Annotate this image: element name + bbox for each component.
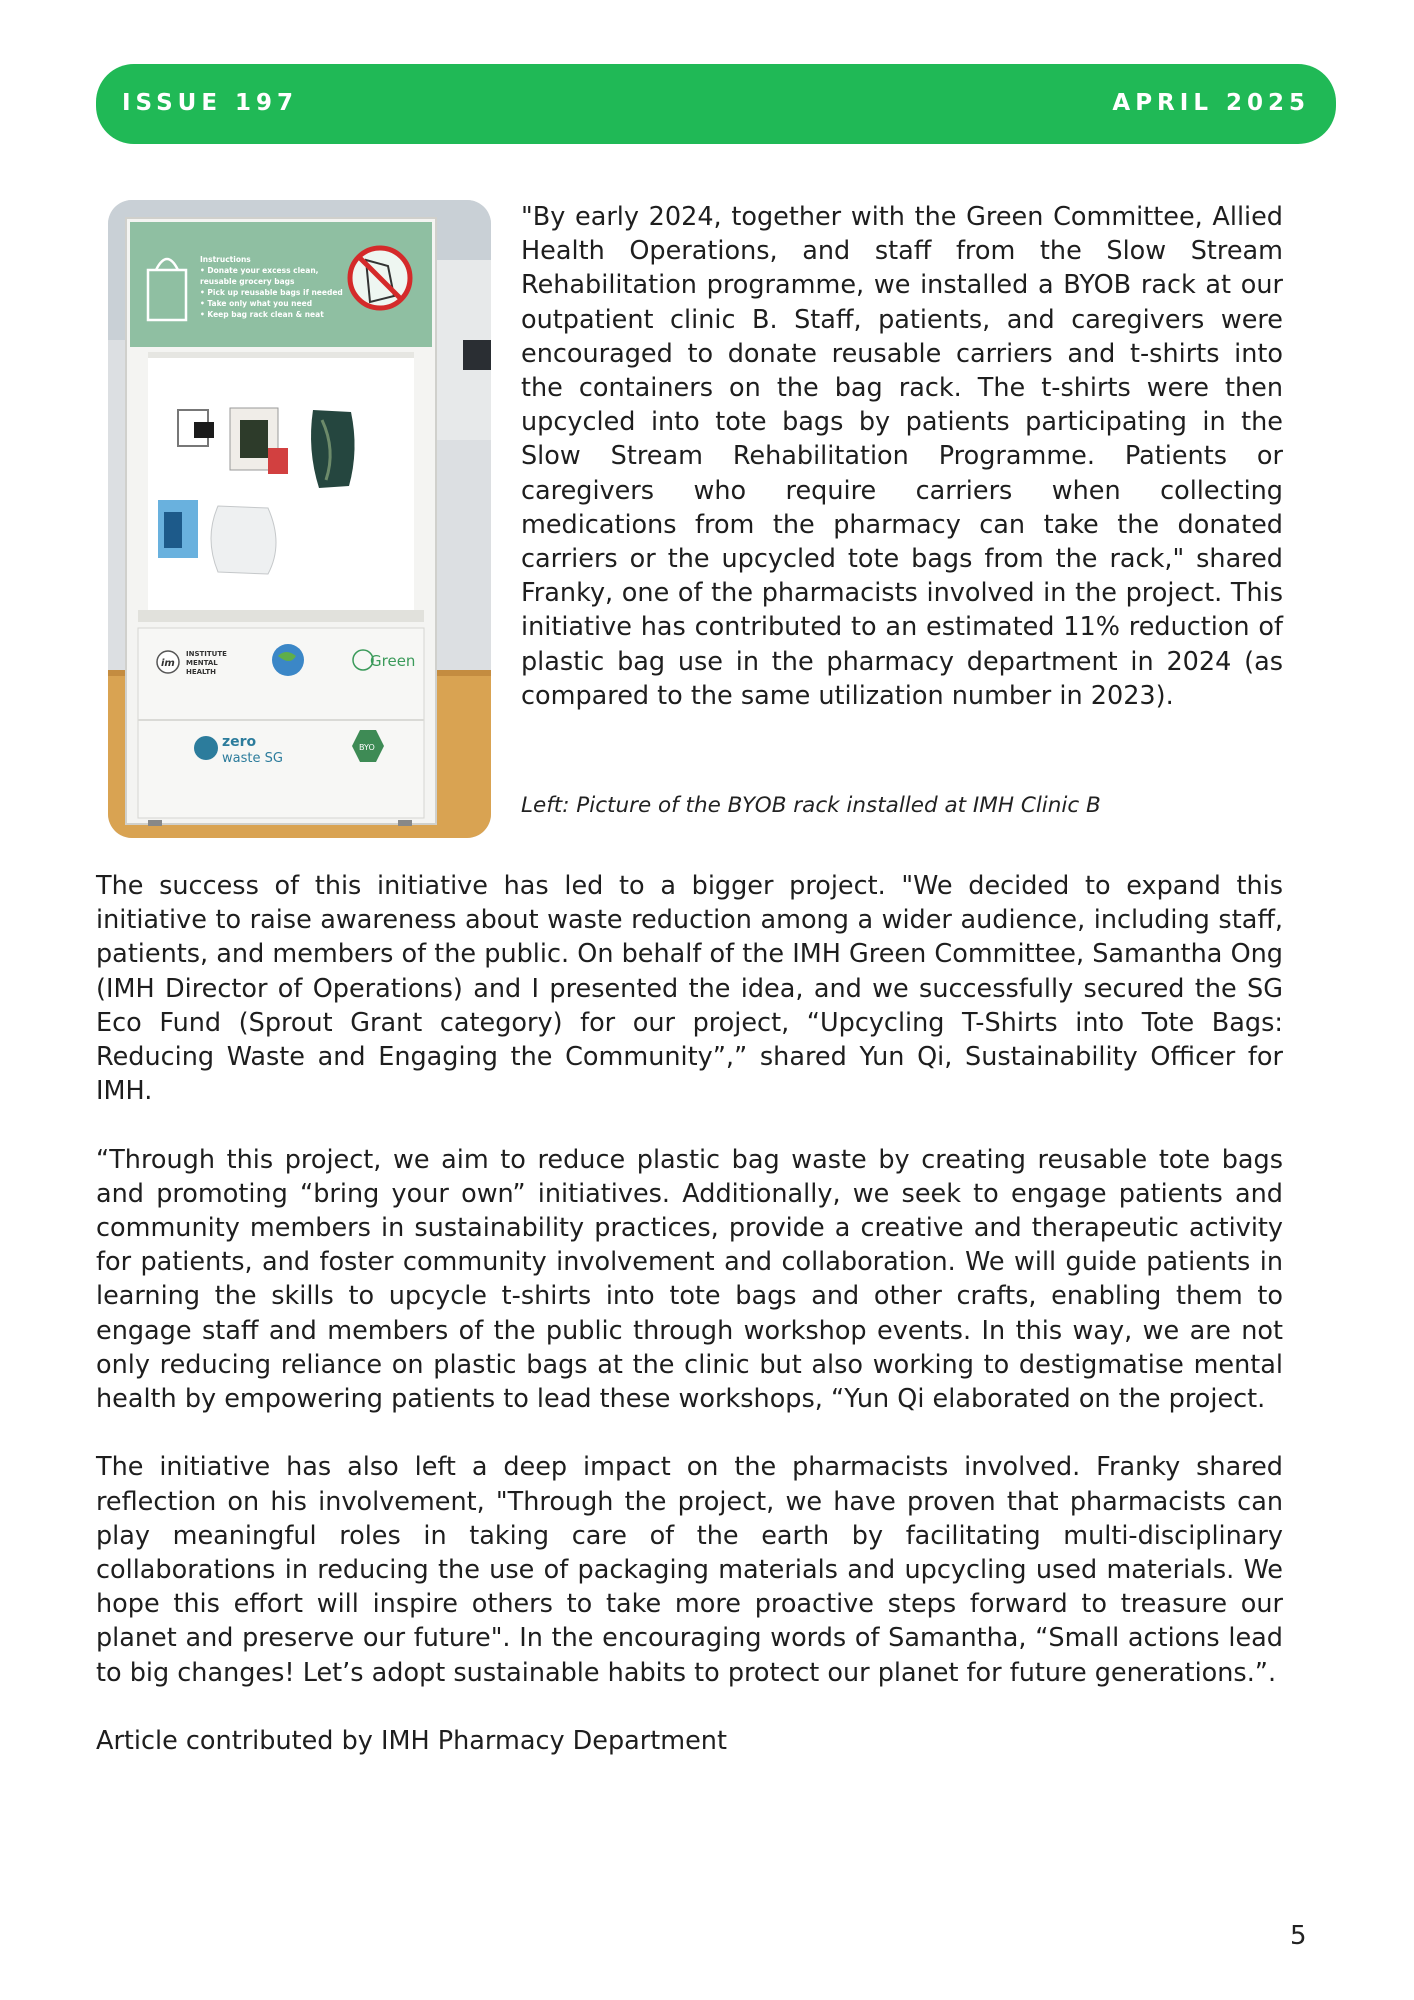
issue-header-bar bbox=[96, 64, 1336, 144]
article-contributor: Article contributed by IMH Pharmacy Department bbox=[96, 1726, 727, 1757]
body-paragraph: The success of this initiative has led to a bigger project. "We decided to expand this initiative to raise awareness about waste reduction among a wider audience, including staff, patients, and members of the public. On behalf of the IMH Green Committee, Samantha Ong (IMH Director of Operations) and I presented the idea, and we successfully secured the SG Eco Fund (Sprout Grant category) for our project, “Upcycling T-Shirts into Tote Bags: Reducing Waste and Engaging the Community”,” shared Yun Qi, Sustainability Officer for IMH. bbox=[96, 871, 1283, 1107]
body-paragraph: The initiative has also left a deep impact on the pharmacists involved. Franky shared reflection on his involvement, "Through the project, we have proven that pharmacists can play meaningful roles in taking care of the earth by facilitating multi-disciplinary collaborations in reducing the use of packaging materials and upcycling used materials. We hope this effort will inspire others to take more proactive steps forward to treasure our planet and preserve our future". In the encouraging words of Samantha, “Small actions lead to big changes! Let’s adopt sustainable habits to protect our planet for future generations.”. bbox=[96, 1452, 1283, 1688]
earth-hands-logo bbox=[272, 644, 304, 676]
svg-text:HEALTH: HEALTH bbox=[186, 668, 216, 676]
svg-text:waste SG: waste SG bbox=[222, 751, 283, 766]
sign-line: Instructions bbox=[200, 255, 251, 264]
page-number: 5 bbox=[1290, 1921, 1307, 1951]
issue-number: ISSUE 197 bbox=[122, 90, 299, 116]
sign-line: • Take only what you need bbox=[200, 299, 313, 308]
byob-rack-photo bbox=[108, 200, 491, 838]
svg-text:Green: Green bbox=[370, 652, 416, 670]
intro-paragraph: "By early 2024, together with the Green Committee, Allied Health Operations, and staff from the Slow Stream Rehabilitation programme, we installed a BYOB rack at our outpatient clinic B. Staff, patients, and caregivers were encouraged to donate reusable carriers and t-shirts into the containers on the bag rack. The t-shirts were then upcycled into tote bags by patients participating in the Slow Stream Rehabilitation Programme. Patients or caregivers who require carriers when collecting medications from the pharmacy can take the donated carriers or the upcycled tote bags from the rack," shared Franky, one of the pharmacists involved in the project. This initiative has contributed to an estimated 11% reduction of plastic bag use in the pharmacy department in 2024 (as compared to the same utilization number in 2023). bbox=[521, 202, 1283, 711]
no-plastic-bag-icon bbox=[350, 248, 410, 308]
svg-text:zero: zero bbox=[222, 734, 257, 750]
sign-line: reusable grocery bags bbox=[200, 277, 295, 286]
photo-caption: Left: Picture of the BYOB rack installed at IMH Clinic B bbox=[521, 793, 1101, 818]
issue-date: APRIL 2025 bbox=[1112, 90, 1310, 116]
svg-text:MENTAL: MENTAL bbox=[186, 659, 218, 667]
svg-text:INSTITUTE: INSTITUTE bbox=[186, 650, 227, 658]
body-paragraph: “Through this project, we aim to reduce plastic bag waste by creating reusable tote bags and promoting “bring your own” initiatives. Additionally, we seek to engage patients and community members in sustainability practices, provide a creative and therapeutic activity for patients, and foster community involvement and collaboration. We will guide patients in learning the skills to upcycle t-shirts into tote bags and other crafts, enabling them to engage staff and members of the public through workshop events. In this way, we are not only reducing reliance on plastic bags at the clinic but also working to destigmatise mental health by empowering patients to lead these workshops, “Yun Qi elaborated on the project. bbox=[96, 1144, 1283, 1415]
sign-line: • Pick up reusable bags if needed bbox=[200, 288, 343, 297]
sign-line: • Donate your excess clean, bbox=[200, 266, 319, 275]
svg-text:BYO: BYO bbox=[359, 743, 375, 752]
article-body bbox=[96, 869, 1283, 1758]
sign-line: • Keep bag rack clean & neat bbox=[200, 310, 324, 319]
svg-text:im: im bbox=[161, 658, 175, 669]
